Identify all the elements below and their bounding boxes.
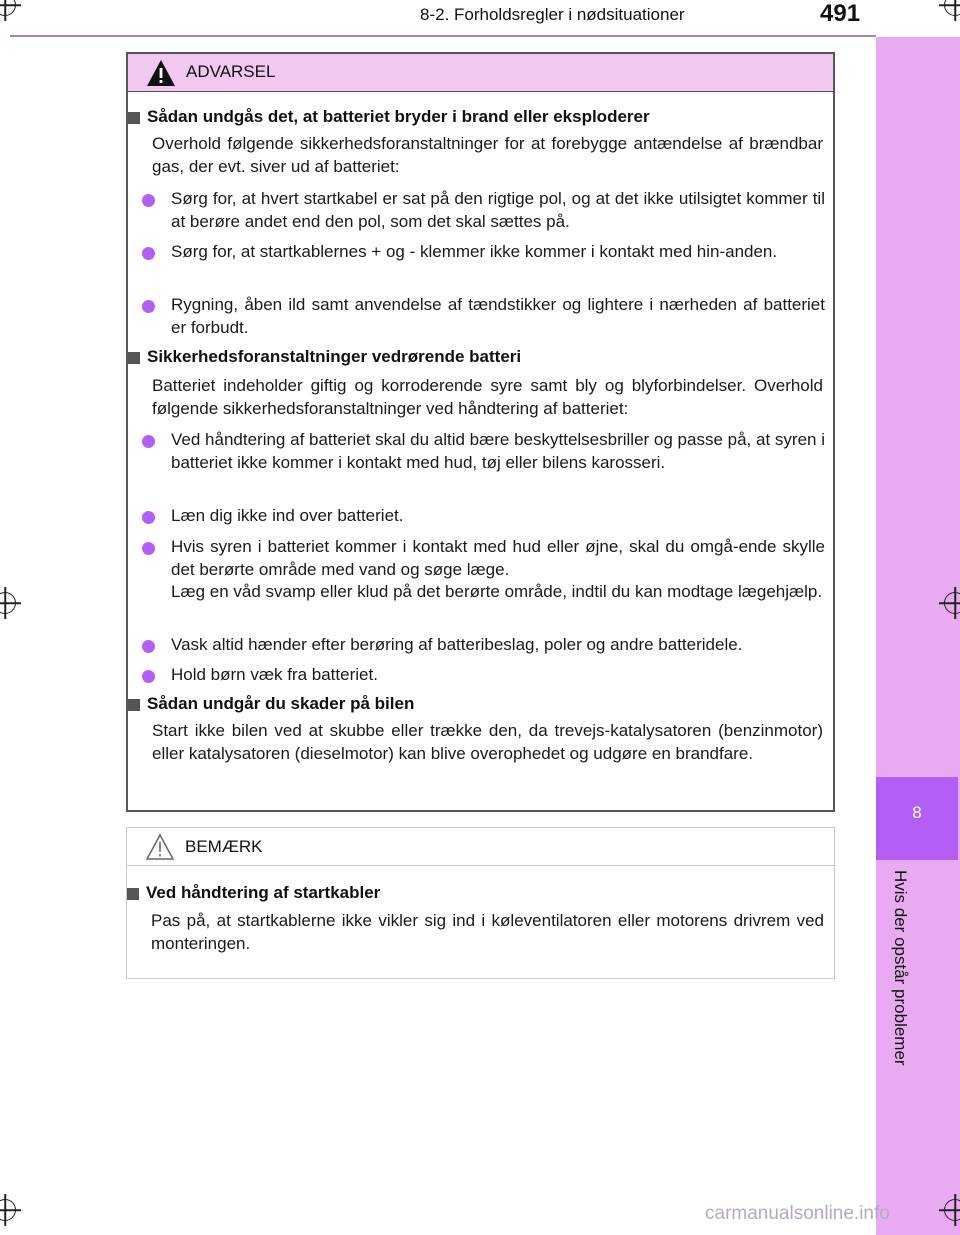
bullet-dot [142,194,155,207]
bullet-text: Ved håndtering af batteriet skal du altid bære beskyttelsesbriller og passe på, at syren i batteriet ikke kommer i kontakt med hud, tøj eller bilens karosseri. [171,430,825,472]
section-square-marker [128,112,140,124]
warning-triangle-icon [146,59,176,87]
bullet-dot [142,640,155,653]
page-header-title: 8-2. Forholdsregler i nødsituationer [420,5,685,24]
note-header [127,828,834,866]
bullet-dot [142,542,155,555]
note-heading: Ved håndtering af startkabler [146,883,381,902]
crop-mark-icon [944,592,960,614]
crop-mark-icon [0,1199,16,1221]
crop-mark-icon [944,0,960,16]
bullet-dot [142,670,155,683]
section-square-marker [128,699,140,711]
bullet-text: Vask altid hænder efter berøring af batteribeslag, poler og andre batteridele. [171,635,743,654]
warning-header [128,54,833,92]
bullet-dot [142,247,155,260]
note-box [126,827,835,979]
bullet-dot [142,435,155,448]
section-heading: Sådan undgås det, at batteriet bryder i brand eller eksploderer [147,107,650,126]
crop-mark-icon [0,592,16,614]
note-text: Pas på, at startkablerne ikke vikler sig ind i køleventilatoren eller motorens drivrem ved monteringen. [151,911,824,953]
section-intro: Batteriet indeholder giftig og korroderende syre samt bly og blyforbindelser. Overhold følgende sikkerhedsforanstaltninger ved håndtering af batteriet: [152,376,823,418]
section-heading: Sådan undgår du skader på bilen [147,694,415,713]
bullet-text: Sørg for, at hvert startkabel er sat på den rigtige pol, og at det ikke utilsigtet kommer til at berøre andet end den pol, som det skal sættes på. [171,189,825,231]
note-title: BEMÆRK [185,837,263,856]
crop-mark-icon [944,1199,960,1221]
bullet-text: Læn dig ikke ind over batteriet. [171,506,404,525]
section-square-marker [128,352,140,364]
watermark: carmanualsonline.info [705,1203,890,1224]
chapter-label: Hvis der opstår problemer [891,870,910,1066]
bullet-dot [142,300,155,313]
warning-title: ADVARSEL [186,62,276,81]
chapter-number: 8 [912,803,922,822]
warning-box [126,52,835,812]
bullet-text: Hold børn væk fra batteriet. [171,665,378,684]
section-intro: Overhold følgende sikkerhedsforanstaltninger for at forebygge antændelse af brændbar gas, der evt. siver ud af batteriet: [152,134,823,176]
section-heading: Sikkerhedsforanstaltninger vedrørende batteri [147,347,522,366]
page-number: 491 [820,0,861,27]
section-intro: Start ikke bilen ved at skubbe eller trække den, da trevejs-katalysatoren (benzinmotor) eller katalysatoren (dieselmotor) kan blive overophedet og udgøre en brandfare. [152,721,823,763]
bullet-dot [142,511,155,524]
bullet-text: Sørg for, at startkablernes + og - klemmer ikke kommer i kontakt med hin-anden. [171,242,778,261]
bullet-text: Rygning, åben ild samt anvendelse af tændstikker og lightere i nærheden af batteriet er forbudt. [171,295,825,337]
header-rule [10,35,876,37]
caution-triangle-icon [145,833,175,861]
crop-mark-icon [0,0,16,16]
section-square-marker [127,888,139,900]
bullet-text: Hvis syren i batteriet kommer i kontakt med hud eller øjne, skal du omgå-ende skylle det berørte område med vand og søge læge. Læg en våd svamp eller klud på det berørte område, indtil du kan modtage lægehjælp. [171,537,825,601]
